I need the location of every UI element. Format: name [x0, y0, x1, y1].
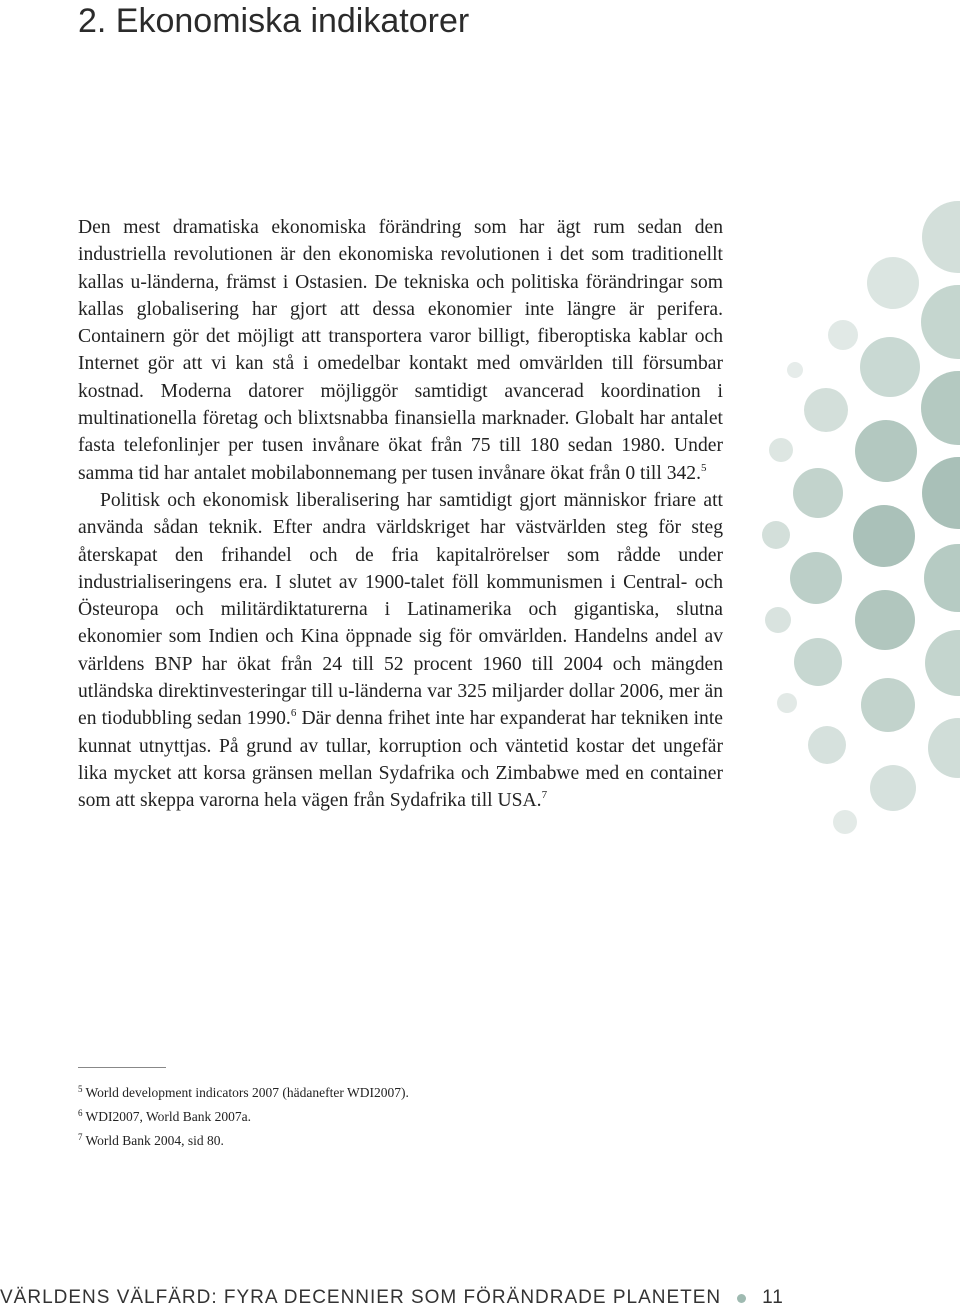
decorative-dot	[769, 438, 793, 462]
paragraph-text: Den mest dramatiska ekonomiska förändring som har ägt rum sedan den industriella revolutionen är den ekonomiska revolutionen i det som traditionellt kallas u-länderna, främst i Ostasien. De tekniska och politiska förändringar som kallas globalisering har gjort att dessa ekonomier inte längre är perifera. Containern gör det möjligt att transportera varor billigt, fiberoptiska kablar och Internet gör att vi kan stå i omedelbar kontakt med omvärlden till försumbar kostnad. Moderna datorer möjliggör samtidigt avancerad koordination i multinationella företag och blixtsnabba finansiella marknader. Globalt har antalet fasta telefonlinjer per tusen invånare ökat från 75 till 180 sedan 1980. Under samma tid har antalet mobilabonnemang per tusen invånare ökat från 0 till 342.	[78, 217, 723, 484]
paragraph	[78, 214, 723, 487]
footnotes	[78, 1079, 409, 1151]
decorative-dot	[867, 257, 919, 309]
decorative-dot	[855, 590, 915, 650]
page-footer	[0, 1287, 784, 1309]
footnote	[78, 1127, 409, 1151]
decorative-dot	[777, 693, 797, 713]
footnote-divider	[78, 1067, 166, 1068]
page-title: 2. Ekonomiska indikatorer	[78, 2, 470, 40]
decorative-dot	[924, 544, 960, 612]
decorative-dot	[790, 552, 842, 604]
paragraph-text: Där denna frihet inte har expanderat har tekniken inte kunnat utnyttjas. På grund av tullar, korruption och väntetid kostar det ungefär lika mycket att korsa gränsen mellan Sydafrika och Zimbabwe med en container som att skeppa varorna hela vägen från Sydafrika till USA.	[78, 708, 723, 812]
footnote	[78, 1103, 409, 1127]
footnote	[78, 1079, 409, 1103]
decorative-dot	[833, 810, 857, 834]
decorative-dot	[922, 457, 960, 529]
footnote-number: 7	[78, 1132, 83, 1142]
footnote-reference[interactable]: 6	[290, 707, 297, 720]
footnote-reference[interactable]: 5	[701, 461, 707, 474]
page-number: 11	[762, 1287, 784, 1308]
decorative-dot	[853, 505, 915, 567]
footnote-text: World Bank 2004, sid 80.	[85, 1133, 224, 1148]
decorative-dot	[861, 678, 915, 732]
footnote-text: WDI2007, World Bank 2007a.	[85, 1109, 252, 1124]
decorative-dot	[870, 765, 916, 811]
decorative-dot	[855, 420, 917, 482]
paragraph-text: Politisk och ekonomisk liberalisering har samtidigt gjort människor friare att använda sådan teknik. Efter andra världskriget har västvärlden steg för steg återskapat den frihandel och de fria kapitalrörelser som rådde under industrialiseringens era. I slutet av 1900-talet föll kommunismen i Central- och Östeuropa och militärdiktaturerna i Latinamerika och gigantiska, slutna ekonomier som Indien och Kina öppnade sig för omvärlden. Handelns andel av världens BNP har ökat från 24 till 52 procent 1960 till 2004 och mängden utländska direktinvesteringar till u-länderna var 325 miljarder dollar 2006, mer än en tiodubbling sedan 1990.	[78, 489, 723, 730]
footnote-reference[interactable]: 7	[541, 789, 548, 802]
running-title: VÄRLDENS VÄLFÄRD: FYRA DECENNIER SOM FÖRÄNDRADE PLANETEN	[0, 1287, 722, 1308]
decorative-dot	[765, 607, 791, 633]
decorative-dot	[804, 388, 848, 432]
body-text	[78, 214, 723, 815]
decorative-dot	[860, 337, 920, 397]
bullet-icon	[737, 1294, 746, 1303]
decorative-dot	[808, 726, 846, 764]
decorative-dot	[922, 201, 960, 273]
footnote-number: 5	[78, 1084, 83, 1094]
decorative-dot	[928, 718, 960, 778]
decorative-dot	[794, 638, 842, 686]
decorative-dot	[787, 362, 803, 378]
paragraph	[78, 487, 723, 815]
decorative-dot	[828, 320, 858, 350]
decorative-dot	[762, 521, 790, 549]
decorative-dot	[793, 468, 843, 518]
decorative-dot	[921, 371, 960, 445]
footnote-number: 6	[78, 1108, 83, 1118]
footnote-text: World development indicators 2007 (hädanefter WDI2007).	[85, 1085, 409, 1100]
decorative-dot	[921, 285, 960, 359]
decorative-dot	[925, 630, 960, 696]
